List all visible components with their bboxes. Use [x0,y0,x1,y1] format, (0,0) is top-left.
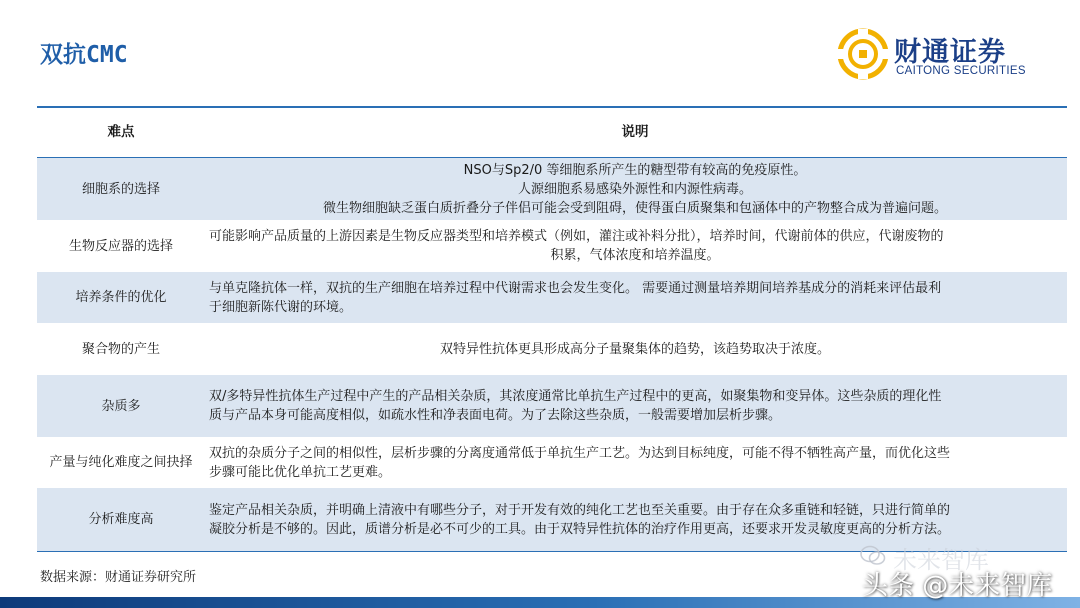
explanation-line: 质与产品本身可能高度相似，如疏水性和净表面电荷。为了去除这些杂质，一般需要增加层析步骤。 [209,408,782,423]
row-explanation [205,161,1067,218]
table-row [37,158,1067,221]
row-difficulty: 聚合物的产生 [81,341,160,357]
explanation-line: 凝胶分析是不够的。因此，质谱分析是必不可少的工具。由于双特异性抗体的治疗作用更高，还要求开发灵敏度更高的分析方法。 [209,521,951,537]
row-difficulty: 培养条件的优化 [75,290,167,305]
row-difficulty: 生物反应器的选择 [68,238,173,254]
watermark-top: 未来智库 [893,546,989,574]
data-source-note: 数据来源：财通证券研究所 [40,570,197,585]
table-row [37,272,1067,324]
page-title: 双抗CMC [40,42,128,68]
wechat-icon [860,545,886,567]
row-difficulty: 分析难度高 [88,512,154,527]
logo-mark-icon [836,28,890,80]
explanation-line: 双特异性抗体更具形成高分子量聚集体的趋势，该趋势取决于浓度。 [439,341,830,357]
logo-name-cn: 财通证券 [894,37,1006,68]
row-difficulty: 产量与纯化难度之间抉择 [49,455,193,470]
explanation-line: 人源细胞系易感染外源性和内源性病毒。 [517,181,752,197]
explanation-line: 可能影响产品质量的上游因素是生物反应器类型和培养模式（例如，灌注或补料分批），培养时间，代谢前体的供应，代谢废物的 [209,229,944,244]
explanation-line: 双/多特异性抗体生产过程中产生的产品相关杂质，其浓度通常比单抗生产过程中的更高，如聚集物和变异体。这些杂质的理化性 [209,389,942,404]
table-header [37,108,1067,158]
table-row [37,375,1067,438]
row-explanation [205,340,1067,359]
explanation-line: 于细胞新陈代谢的环境。 [209,299,353,315]
explanation-line: 双抗的杂质分子之间的相似性，层析步骤的分离度通常低于单抗生产工艺。为达到目标纯度，可能不得不牺牲高产量，而优化这些 [209,445,951,461]
explanation-line: 微生物细胞缺乏蛋白质折叠分子伴侣可能会受到阻碍，使得蛋白质聚集和包涵体中的产物整合成为普遍问题。 [322,200,947,216]
row-explanation [205,444,1067,482]
explanation-line: 与单克隆抗体一样，双抗的生产细胞在培养过程中代谢需求也会发生变化。 需要通过测量培养期间培养基成分的消耗来评估最利 [209,280,942,296]
table-row [37,324,1067,375]
explanation-line: 鉴定产品相关杂质，并明确上清液中有哪些分子，对于开发有效的纯化工艺也至关重要。由于存在众多重链和轻链，只进行简单的 [209,502,951,518]
explanation-line: NSO与Sp2/0 等细胞系所产生的糖型带有较高的免疫原性。 [463,162,807,178]
row-explanation [205,501,1067,539]
explanation-line: 积累，气体浓度和培养温度。 [550,248,720,263]
explanation-line: 步骤可能比优化单抗工艺更难。 [209,464,392,480]
row-explanation [205,387,1067,425]
company-logo [836,28,1036,84]
header-difficulty: 难点 [107,124,135,140]
row-difficulty: 杂质多 [101,398,141,414]
row-explanation [205,279,1067,317]
header-explanation: 说明 [621,124,649,140]
row-explanation [205,227,1067,265]
row-difficulty: 细胞系的选择 [81,181,160,197]
difficulty-table [37,108,1067,551]
table-row [37,438,1067,488]
logo-name-en: CAITONG SECURITIES [896,65,1026,77]
watermark-bottom: 头条 @未来智库 [862,571,1053,601]
table-row [37,221,1067,272]
